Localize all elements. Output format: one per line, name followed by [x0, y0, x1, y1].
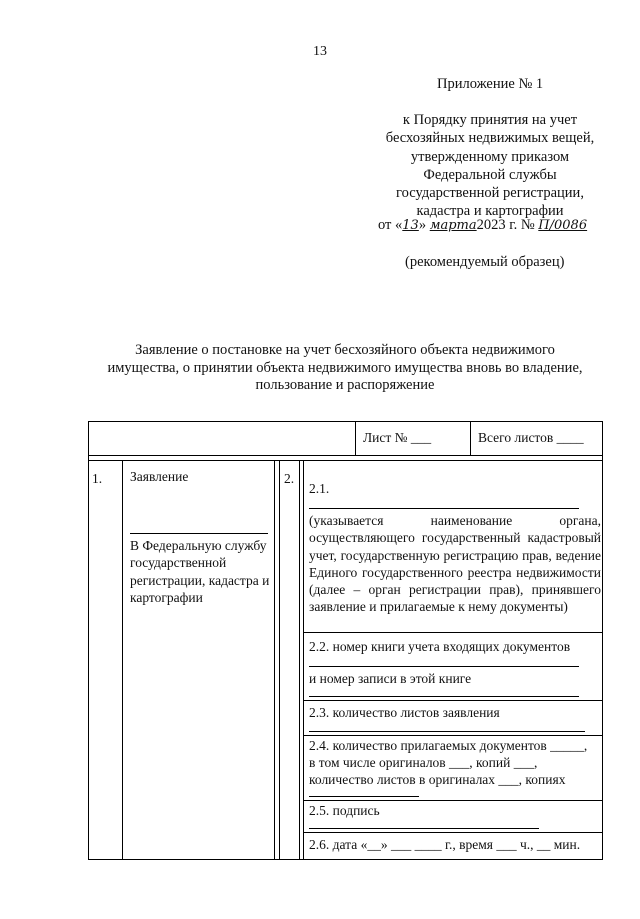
item-2-4-underline — [309, 796, 419, 797]
appendix-line: Федеральной службы — [423, 166, 557, 183]
table-border-left — [88, 421, 89, 860]
item-2-3: 2.3. количество листов заявления — [309, 705, 500, 720]
row-number: 2. — [284, 471, 295, 486]
section-divider — [304, 832, 602, 833]
document-title-line: пользование и распоряжение — [255, 377, 435, 393]
section-divider — [304, 735, 602, 736]
appendix-title: Приложение № 1 — [437, 76, 544, 92]
date-prefix: от « — [378, 217, 403, 233]
table-line — [299, 460, 300, 860]
table-border-bottom — [88, 859, 603, 860]
appendix-line: бесхозяйных недвижимых вещей, — [385, 130, 595, 147]
signature-underline — [309, 828, 539, 829]
appendix-line: кадастра и картографии — [416, 203, 564, 220]
table-line — [279, 460, 280, 860]
document-title-line: Заявление о постановке на учет бесхозяйного объекта недвижимого — [135, 342, 555, 358]
date-year: 2023 г. № — [476, 217, 535, 233]
item-2-4-line-2: в том числе оригиналов ___, копий ___, — [309, 755, 538, 770]
order-date-line — [378, 217, 587, 234]
appendix-line: утвержденному приказом — [410, 148, 570, 165]
table-line — [88, 460, 603, 461]
total-sheets-label: Всего листов ____ — [478, 430, 584, 445]
section-divider — [304, 700, 602, 701]
table-line — [122, 460, 123, 860]
item-2-5: 2.5. подпись — [309, 803, 380, 818]
document-title — [95, 342, 595, 395]
row-number: 1. — [92, 471, 103, 486]
order-number-handwritten: П/0086 — [538, 218, 588, 233]
item-2-1-underline — [309, 508, 579, 509]
appendix-line: к Порядку принятия на учет — [402, 112, 578, 128]
document-title-line: имущества, о принятии объекта недвижимого имущества вновь во владение, — [107, 359, 583, 376]
page-number: 13 — [313, 44, 327, 59]
sample-note: (рекомендуемый образец) — [405, 254, 565, 270]
date-mid: » — [418, 217, 427, 233]
statement-label: Заявление — [130, 469, 189, 484]
appendix-line: государственной регистрации, — [396, 185, 584, 202]
item-2-4-line-3: количество листов в оригиналах ___, копиях — [309, 772, 566, 787]
item-2-1: 2.1. — [309, 481, 330, 496]
table-border-top — [88, 421, 603, 422]
addressee-underline — [130, 533, 268, 534]
item-2-2-b-underline — [309, 696, 579, 697]
appendix-header-block — [370, 111, 610, 221]
item-2-6: 2.6. дата «__» ___ ____ г., время ___ ч., __ мин. — [309, 837, 581, 852]
table-line — [470, 421, 471, 456]
sheet-number-label: Лист № ___ — [363, 430, 432, 445]
item-2-4-line-1: 2.4. количество прилагаемых документов _____, — [309, 738, 588, 753]
item-2-2-underline — [309, 666, 579, 667]
date-day-handwritten: 13 — [402, 218, 419, 233]
table-border-right — [602, 421, 603, 860]
section-divider — [304, 800, 602, 801]
item-2-2-b: и номер записи в этой книге — [309, 671, 472, 686]
table-line — [88, 455, 603, 456]
item-2-2: 2.2. номер книги учета входящих документов — [309, 639, 571, 654]
table-line — [355, 421, 356, 456]
addressee-text: В Федеральную службу государственной регистрации, кадастра и картографии — [130, 538, 270, 605]
item-2-3-underline — [309, 731, 585, 732]
date-month-handwritten: марта — [429, 218, 477, 233]
section-divider — [304, 632, 602, 633]
item-2-1-note: (указывается наименование органа, осуществляющего государственный кадастровый учет, государственную регистрацию прав, ведение Единого государственного реестра недвижимости (далее – орган регистрации прав), принявшего заявление и прилагаемые к нему документы) — [309, 513, 601, 615]
table-line — [274, 460, 275, 860]
